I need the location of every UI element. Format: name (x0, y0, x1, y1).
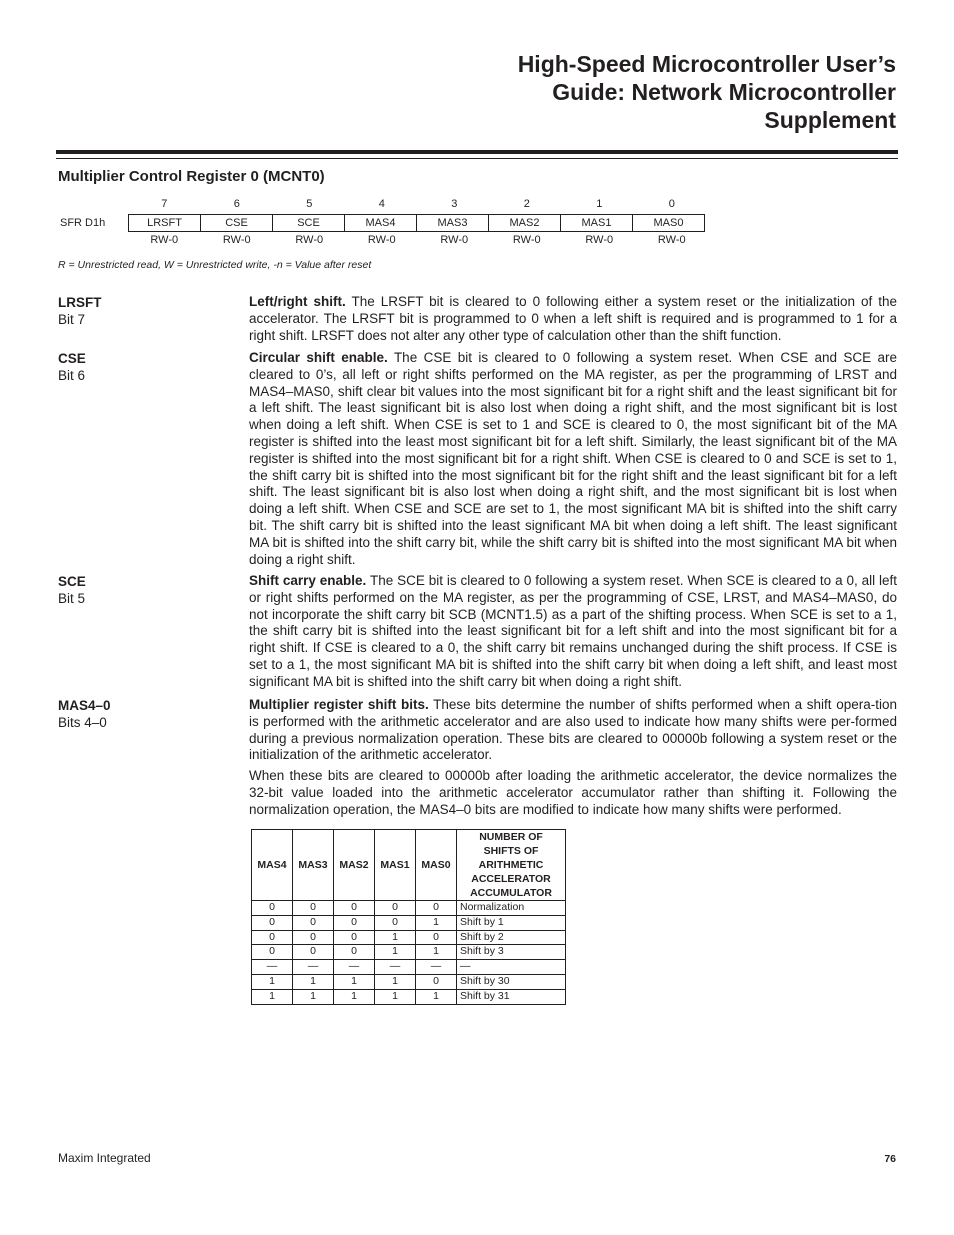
field-description (249, 573, 897, 691)
table-cell: 1 (252, 974, 293, 989)
register-bit-cell: CSE (201, 215, 273, 232)
field-heading: Left/right shift. (249, 294, 346, 309)
title-line: High-Speed Microcontroller User’s (517, 51, 896, 77)
title-line: Supplement (764, 107, 896, 133)
table-cell: 0 (416, 901, 457, 916)
register-bit-names-row (129, 215, 705, 232)
mas-shift-table (251, 829, 566, 1005)
table-cell: — (293, 960, 334, 975)
reset-value: RW-0 (222, 234, 251, 246)
table-header-cell: MAS0 (416, 830, 457, 901)
table-cell: 1 (334, 974, 375, 989)
table-cell: 0 (334, 915, 375, 930)
table-cell: 1 (293, 989, 334, 1004)
table-cell: 0 (416, 930, 457, 945)
table-cell: 1 (375, 945, 416, 960)
table-cell: 1 (334, 989, 375, 1004)
table-cell: Shift by 30 (457, 974, 566, 989)
table-cell: 1 (416, 915, 457, 930)
table-cell: — (375, 960, 416, 975)
table-cell: — (334, 960, 375, 975)
table-cell: 1 (416, 945, 457, 960)
reset-value-row (128, 234, 708, 246)
reset-value: RW-0 (440, 234, 469, 246)
field-body: The CSE bit is cleared to 0 following a system reset. When CSE and SCE are cleared to 0’s, all left or right shifts performed on the MA register, as per the programming of LRST and MAS4–MAS0, shift clear bit values into the most significant bit for a right shift and the least significant bit for a left shift. The least significant bit is also lost when doing a right shift, and the most significant bit is lost when doing a left shift. When CSE is set to 1 and SCE is cleared to 0, the most significant bit of the MA register is shifted into the least most significant bit for a left shift. Similarly, the least significant bit of the MA register is shifted into the most significant bit for a right shift. When CSE is cleared to 0 and SCE is set to 1, the shift carry bit is shifted into the most significant bit for the right shift and the least significant bit for a left shift. The least significant bit is also lost when doing a right shift, and the most significant bit is lost when doing a left shift. When CSE and SCE are set to 1, the most significant MA bit is shifted into the shift carry bit. The shift carry bit is shifted into the least significant MA bit when doing a left shift. The least significant MA bit is shifted into the shift carry bit, while the shift carry bit is shifted into the most significant MA bit when doing a right shift. (249, 350, 897, 567)
table-cell: 0 (293, 915, 334, 930)
table-cell: Shift by 31 (457, 989, 566, 1004)
table-cell: 0 (416, 974, 457, 989)
footer-company: Maxim Integrated (58, 1151, 151, 1165)
register-bit-cell: MAS2 (489, 215, 561, 232)
table-row (252, 960, 566, 975)
field-body: These bits determine the number of shifts performed when a shift opera-tion is performed with the arithmetic accelerator and are also used to indicate how many shifts were per-formed during a previous normalization operation. These bits are cleared to 00000b following a system reset or the initialization of the arithmetic accelerator. (249, 697, 897, 763)
field-body: The SCE bit is cleared to 0 following a system reset. When SCE is cleared to a 0, all left or right shifts performed on the MA register, as per the programming of CSE, LRST, and MAS4–MAS0, do not incorporate the shift carry bit SCB (MCNT1.5) as a part of the shifting process. When SCE is set to a 1, the shift carry bit is shifted into the least significant bit for a left shift and into the most significant bit for a right shift. If CSE is cleared to a 0, the shift carry bit remains unchanged during the shift process. If CSE is set to a 1, the most significant MA bit is shifted into the shift carry bit when doing a left shift, and least most significant MA bit is shifted into the shift carry bit when doing a right shift. (249, 573, 898, 689)
table-cell: — (252, 960, 293, 975)
mas-normalization-paragraph: When these bits are cleared to 00000b after loading the arithmetic accelerator, the device normalizes the 32-bit value loaded into the arithmetic accelerator accumulator rather than shifting it. Following the normalization operation, the MAS4–0 bits are modified to indicate how many shifts were performed. (249, 768, 897, 817)
field-bits: Bit 5 (58, 591, 86, 606)
table-header-cell: MAS4 (252, 830, 293, 901)
field-name-block (58, 573, 228, 607)
table-cell: Shift by 3 (457, 945, 566, 960)
document-title (296, 50, 896, 134)
field-bits: Bit 6 (58, 368, 86, 383)
bit-number: 3 (451, 198, 458, 210)
table-cell: 0 (252, 915, 293, 930)
bit-number: 1 (596, 198, 603, 210)
table-header-cell: MAS2 (334, 830, 375, 901)
register-legend: R = Unrestricted read, W = Unrestricted write, -n = Value after reset (58, 259, 372, 271)
field-heading: Shift carry enable. (249, 573, 367, 588)
register-bit-cell: MAS4 (345, 215, 417, 232)
bit-number: 0 (668, 198, 675, 210)
table-cell: 0 (375, 901, 416, 916)
field-name: LRSFT (58, 295, 102, 310)
table-row (252, 930, 566, 945)
bit-number-row (128, 198, 708, 210)
table-cell: Shift by 1 (457, 915, 566, 930)
table-header-cell: MAS3 (293, 830, 334, 901)
table-cell: 1 (416, 989, 457, 1004)
reset-value: RW-0 (585, 234, 614, 246)
field-name: MAS4–0 (58, 698, 111, 713)
field-name-block (58, 294, 228, 328)
field-heading: Multiplier register shift bits. (249, 697, 429, 712)
table-cell: 1 (293, 974, 334, 989)
reset-value: RW-0 (657, 234, 686, 246)
field-name: SCE (58, 574, 86, 589)
sfr-address-label: SFR D1h (60, 217, 106, 229)
table-cell: 0 (334, 945, 375, 960)
bit-number: 2 (523, 198, 530, 210)
table-cell: 0 (252, 930, 293, 945)
table-cell: 0 (375, 915, 416, 930)
table-row (252, 901, 566, 916)
table-cell: Shift by 2 (457, 930, 566, 945)
table-cell: 1 (375, 930, 416, 945)
table-cell: 1 (375, 974, 416, 989)
register-bit-table (128, 214, 705, 232)
field-name: CSE (58, 351, 86, 366)
table-cell: — (416, 960, 457, 975)
section-title: Multiplier Control Register 0 (MCNT0) (58, 168, 325, 185)
register-bit-cell: MAS1 (561, 215, 633, 232)
register-bit-cell: SCE (273, 215, 345, 232)
field-name-block (58, 697, 228, 731)
field-bits: Bit 7 (58, 312, 86, 327)
table-cell: 0 (334, 930, 375, 945)
table-cell: Normalization (457, 901, 566, 916)
table-cell: 1 (252, 989, 293, 1004)
field-description (249, 294, 897, 344)
table-row (252, 945, 566, 960)
reset-value: RW-0 (295, 234, 324, 246)
table-cell: — (457, 960, 566, 975)
table-row (252, 989, 566, 1004)
bit-number: 7 (161, 198, 168, 210)
field-heading: Circular shift enable. (249, 350, 388, 365)
reset-value: RW-0 (150, 234, 179, 246)
reset-value: RW-0 (512, 234, 541, 246)
page-number: 76 (884, 1153, 896, 1165)
table-row (252, 974, 566, 989)
field-bits: Bits 4–0 (58, 715, 107, 730)
table-cell: 0 (252, 901, 293, 916)
table-cell: 1 (375, 989, 416, 1004)
table-header-row (252, 830, 566, 901)
title-rule-thick (56, 150, 898, 154)
table-cell: 0 (252, 945, 293, 960)
table-cell: 0 (293, 901, 334, 916)
table-cell: 0 (334, 901, 375, 916)
field-body: The LRSFT bit is cleared to 0 following either a system reset or the initialization of the accelerator. The LRSFT bit is programmed to 0 when a left shift is required and is programmed to 1 for a right shift. LRSFT does not alter any other type of calculation other than the shift function. (249, 294, 897, 343)
field-name-block (58, 350, 228, 384)
register-bit-cell: MAS3 (417, 215, 489, 232)
title-line: Guide: Network Microcontroller (552, 79, 896, 105)
register-bit-cell: LRSFT (129, 215, 201, 232)
table-cell: 0 (293, 945, 334, 960)
bit-number: 4 (378, 198, 385, 210)
table-header-cell: MAS1 (375, 830, 416, 901)
field-description (249, 350, 897, 568)
bit-number: 6 (233, 198, 240, 210)
register-bit-cell: MAS0 (633, 215, 705, 232)
bit-number: 5 (306, 198, 313, 210)
field-description (249, 697, 897, 764)
title-rule-thin (56, 158, 898, 159)
table-cell: 0 (293, 930, 334, 945)
reset-value: RW-0 (367, 234, 396, 246)
table-header-cell: NUMBER OF SHIFTS OF ARITHMETIC ACCELERATOR ACCUMULATOR (457, 830, 566, 901)
table-row (252, 915, 566, 930)
